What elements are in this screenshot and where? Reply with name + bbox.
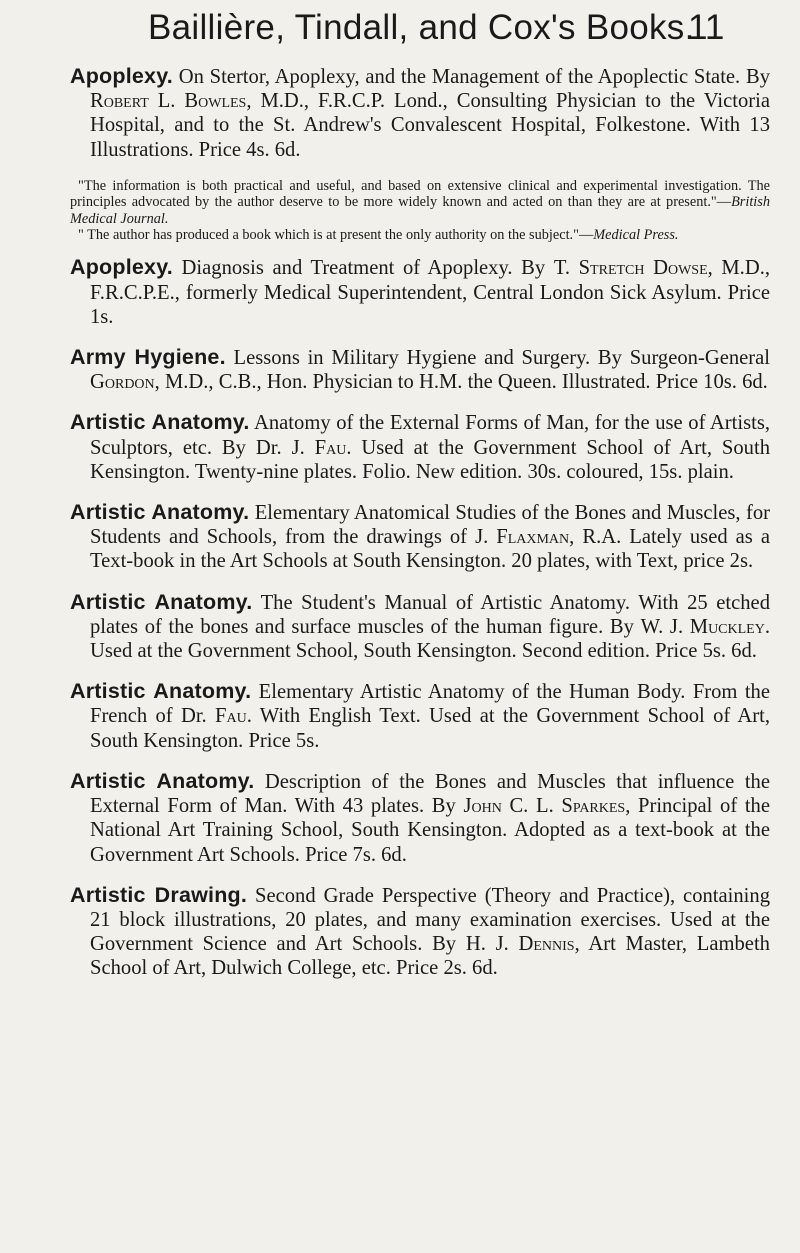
entry-description: Diagnosis and Treatment of Apoplexy. By [172, 257, 554, 280]
entry-subject: Artistic Anatomy. [70, 500, 250, 525]
press-quotes [70, 178, 770, 244]
page-header [0, 6, 800, 52]
press-quote [70, 227, 770, 243]
entry-author: Robert L. Bowles [90, 90, 247, 113]
book-entry [70, 410, 770, 484]
entry-details: . With English Text. Used at the Government School of Art, South Kensington. Price 5s. [90, 705, 771, 752]
entry-subject: Apoplexy. [70, 64, 173, 88]
entry-details: , M.D., F.R.C.P. Lond., Consulting Physician to the Victoria Hospital, and to the St. Andrew's Convalescent Hospital, Folkestone. With 13 Illustrations. Price 4s. 6d. [90, 90, 771, 161]
entry-details: , Principal of the National Art Training School, South Kensington. Adopted as a text-book at the Government Art Schools. Price 7s. 6d. [90, 795, 770, 866]
book-entry [70, 590, 770, 664]
quote-text: " The author has produced a book which is at present the only authority on the subject."— [78, 227, 594, 244]
entry-details: . Used at the Government School of Art, South Kensington. Twenty-nine plates. Folio. New edition. 30s. coloured, 15s. plain. [90, 436, 771, 483]
entry-author: John C. L. Sparkes [463, 795, 626, 818]
entry-author: T. Stretch Dowse [553, 257, 708, 280]
book-entry [70, 64, 770, 162]
entry-description: Anatomy of the External Forms of Man, for the use of Artists, Sculptors, etc. By Dr. [90, 412, 771, 459]
entry-subject: Artistic Anatomy. [70, 768, 255, 793]
entry-details: , M.D., C.B., Hon. Physician to H.M. the Queen. Illustrated. Price 10s. 6d. [154, 371, 768, 394]
book-list [70, 64, 770, 997]
entry-details: . Used at the Government School, South Kensington. Second edition. Price 5s. 6d. [90, 615, 770, 663]
entry-subject: Apoplexy. [70, 255, 173, 280]
press-quote [70, 178, 770, 227]
entry-subject: Army Hygiene. [70, 345, 226, 370]
entry-author: Gordon [90, 371, 155, 394]
entry-author: Fau [215, 705, 247, 728]
entry-subject: Artistic Anatomy. [70, 589, 253, 614]
entry-details: , R.A. Lately used as a Text-book in the Art Schools at South Kensington. 20 plates, with Text, price 2s. [90, 526, 770, 573]
entry-description: Lessons in Military Hygiene and Surgery. By Surgeon-General [225, 347, 770, 370]
entry-description: The Student's Manual of Artistic Anatomy. With 25 etched plates of the bones and surface muscles of the human figure. By [90, 591, 770, 638]
quote-source: Medical Press. [593, 227, 679, 244]
book-entry [70, 679, 770, 753]
entry-author: H. J. Dennis [465, 933, 575, 956]
entry-description: Elementary Artistic Anatomy of the Human Body. From the French of Dr. [90, 681, 770, 728]
entry-author: W. J. Muckley [640, 615, 765, 638]
quote-text: "The information is both practical and useful, and based on extensive clinical and experimental investigation. The principles advocated by the author deserve to be more widely known and acted on than they are at present."— [70, 177, 770, 211]
book-entry [70, 345, 770, 394]
entry-details: , M.D., F.R.C.P.E., formerly Medical Superintendent, Central London Sick Asylum. Price 1s. [90, 257, 770, 328]
entry-subject: Artistic Anatomy. [70, 679, 252, 704]
entry-subject: Artistic Drawing. [70, 882, 248, 907]
entry-description: Description of the Bones and Muscles that influence the External Form of Man. With 43 plates. By [90, 770, 770, 818]
book-entry [70, 883, 770, 981]
book-entry [70, 255, 770, 329]
entry-description: Elementary Anatomical Studies of the Bones and Muscles, for Students and Schools, from the drawings of [90, 502, 770, 549]
entry-description: Second Grade Perspective (Theory and Practice), containing 21 block illustrations, 20 plates, and many examination exercises. Used at the Government Science and Art Schools. By [90, 884, 770, 956]
page-number: 11 [688, 8, 725, 47]
entry-author: J. Flaxman [475, 526, 570, 549]
entry-author: J. Fau [291, 436, 347, 459]
page-title: Baillière, Tindall, and Cox's Books. [148, 8, 695, 47]
book-entry [70, 769, 770, 867]
entry-details: , Art Master, Lambeth School of Art, Dulwich College, etc. Price 2s. 6d. [90, 933, 770, 980]
entry-description: On Stertor, Apoplexy, and the Management of the Apoplectic State. By [172, 66, 770, 88]
quote-source: British Medical Journal. [70, 194, 770, 227]
book-entry [70, 500, 770, 574]
entry-subject: Artistic Anatomy. [70, 410, 250, 435]
